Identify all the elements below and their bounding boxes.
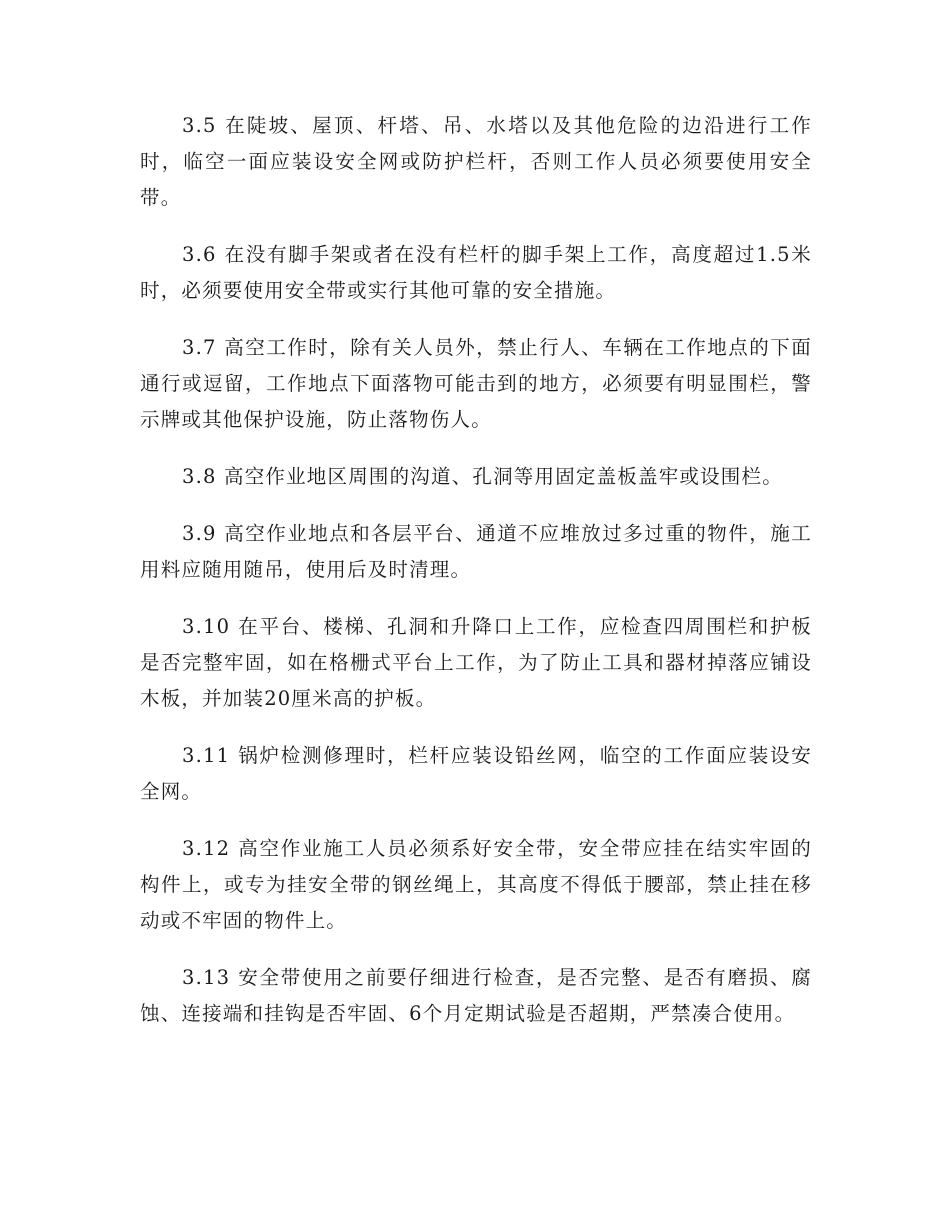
document-body [140,108,812,1053]
paragraph-3-10: 3.10 在平台、楼梯、孔洞和升降口上工作，应检查四周围栏和护板是否完整牢固，如在格栅式平台上工作，为了防止工具和器材掉落应铺设木板，并加装20厘米高的护板。 [140,615,812,710]
paragraph-3-13: 3.13 安全带使用之前要仔细进行检查，是否完整、是否有磨损、腐蚀、连接端和挂钩是否牢固、6个月定期试验是否超期，严禁凑合使用。 [140,966,812,1025]
paragraph-3-6: 3.6 在没有脚手架或者在没有栏杆的脚手架上工作，高度超过1.5米时，必须要使用安全带或实行其他可靠的安全措施。 [140,243,812,302]
paragraph-3-7: 3.7 高空工作时，除有关人员外，禁止行人、车辆在工作地点的下面通行或逗留，工作地点下面落物可能击到的地方，必须要有明显围栏，警示牌或其他保护设施，防止落物伤人。 [140,336,812,431]
paragraph-3-5: 3.5 在陡坡、屋顶、杆塔、吊、水塔以及其他危险的边沿进行工作时，临空一面应装设安全网或防护栏杆，否则工作人员必须要使用安全带。 [140,114,812,209]
paragraph-3-8: 3.8 高空作业地区周围的沟道、孔洞等用固定盖板盖牢或设围栏。 [182,465,783,488]
paragraph-3-9: 3.9 高空作业地点和各层平台、通道不应堆放过多过重的物件，施工用料应随用随吊，使用后及时清理。 [140,522,812,581]
paragraph-3-12: 3.12 高空作业施工人员必须系好安全带，安全带应挂在结实牢固的构件上，或专为挂安全带的钢丝绳上，其高度不得低于腰部，禁止挂在移动或不牢固的物件上。 [140,837,812,932]
paragraph-3-11: 3.11 锅炉检测修理时，栏杆应装设铅丝网，临空的工作面应装设安全网。 [140,744,812,803]
